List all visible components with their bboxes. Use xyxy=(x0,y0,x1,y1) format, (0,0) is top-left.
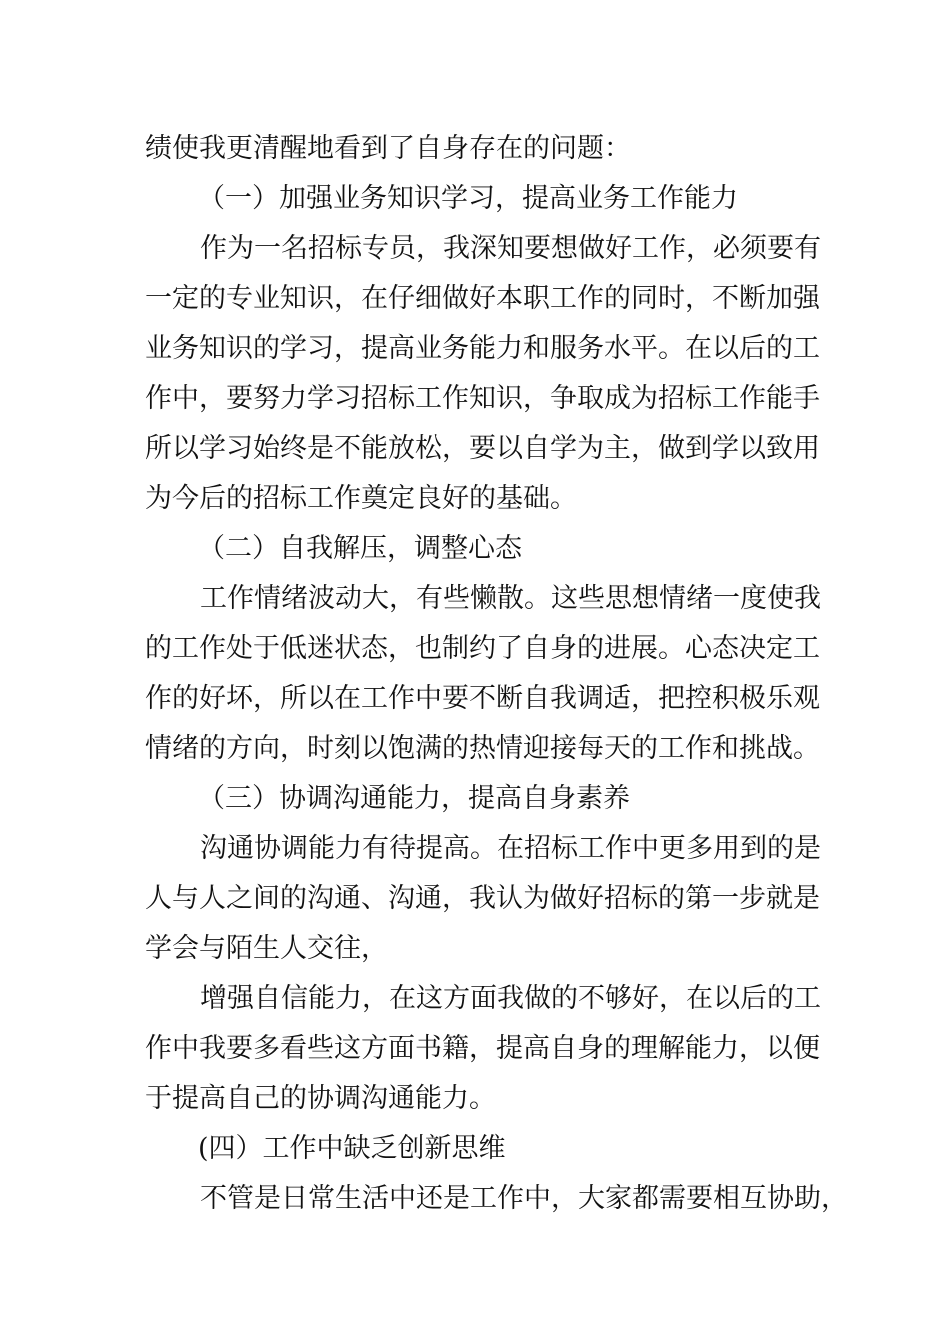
paragraph-line: 情绪的方向，时刻以饱满的热情迎接每天的工作和挑战。 xyxy=(145,733,820,764)
paragraph-line: 沟通协调能力有待提高。在招标工作中更多用到的是 xyxy=(200,833,821,864)
paragraph-line: 于提高自己的协调沟通能力。 xyxy=(145,1083,496,1114)
paragraph-line: 一定的专业知识，在仔细做好本职工作的同时，不断加强 xyxy=(145,283,820,314)
section-heading-1: （一）加强业务知识学习，提高业务工作能力 xyxy=(198,183,738,214)
paragraph-line: 业务知识的学习，提高业务能力和服务水平。在以后的工 xyxy=(145,333,820,364)
paragraph-line: 作为一名招标专员，我深知要想做好工作，必须要有 xyxy=(200,233,821,264)
paragraph-line: 不管是日常生活中还是工作中，大家都需要相互协助， xyxy=(200,1183,848,1214)
paragraph-line: 作中，要努力学习招标工作知识，争取成为招标工作能手 xyxy=(145,383,820,414)
section-heading-4: (四）工作中缺乏创新思维 xyxy=(198,1133,506,1164)
paragraph-line: 所以学习始终是不能放松，要以自学为主，做到学以致用 xyxy=(145,433,820,464)
paragraph-line: 学会与陌生人交往， xyxy=(145,933,388,964)
paragraph-line: 工作情绪波动大，有些懒散。这些思想情绪一度使我 xyxy=(200,583,821,614)
paragraph-line: 作的好坏，所以在工作中要不断自我调适，把控积极乐观 xyxy=(145,683,820,714)
paragraph-line: 为今后的招标工作奠定良好的基础。 xyxy=(145,483,577,514)
paragraph-line: 作中我要多看些这方面书籍，提高自身的理解能力，以便 xyxy=(145,1033,820,1064)
paragraph-line: 的工作处于低迷状态，也制约了自身的进展。心态决定工 xyxy=(145,633,820,664)
section-heading-3: （三）协调沟通能力，提高自身素养 xyxy=(198,783,630,814)
paragraph-line: 增强自信能力，在这方面我做的不够好，在以后的工 xyxy=(200,983,821,1014)
paragraph-line: 人与人之间的沟通、沟通，我认为做好招标的第一步就是 xyxy=(145,883,820,914)
paragraph-line: 绩使我更清醒地看到了自身存在的问题： xyxy=(145,133,631,164)
section-heading-2: （二）自我解压，调整心态 xyxy=(198,533,522,564)
